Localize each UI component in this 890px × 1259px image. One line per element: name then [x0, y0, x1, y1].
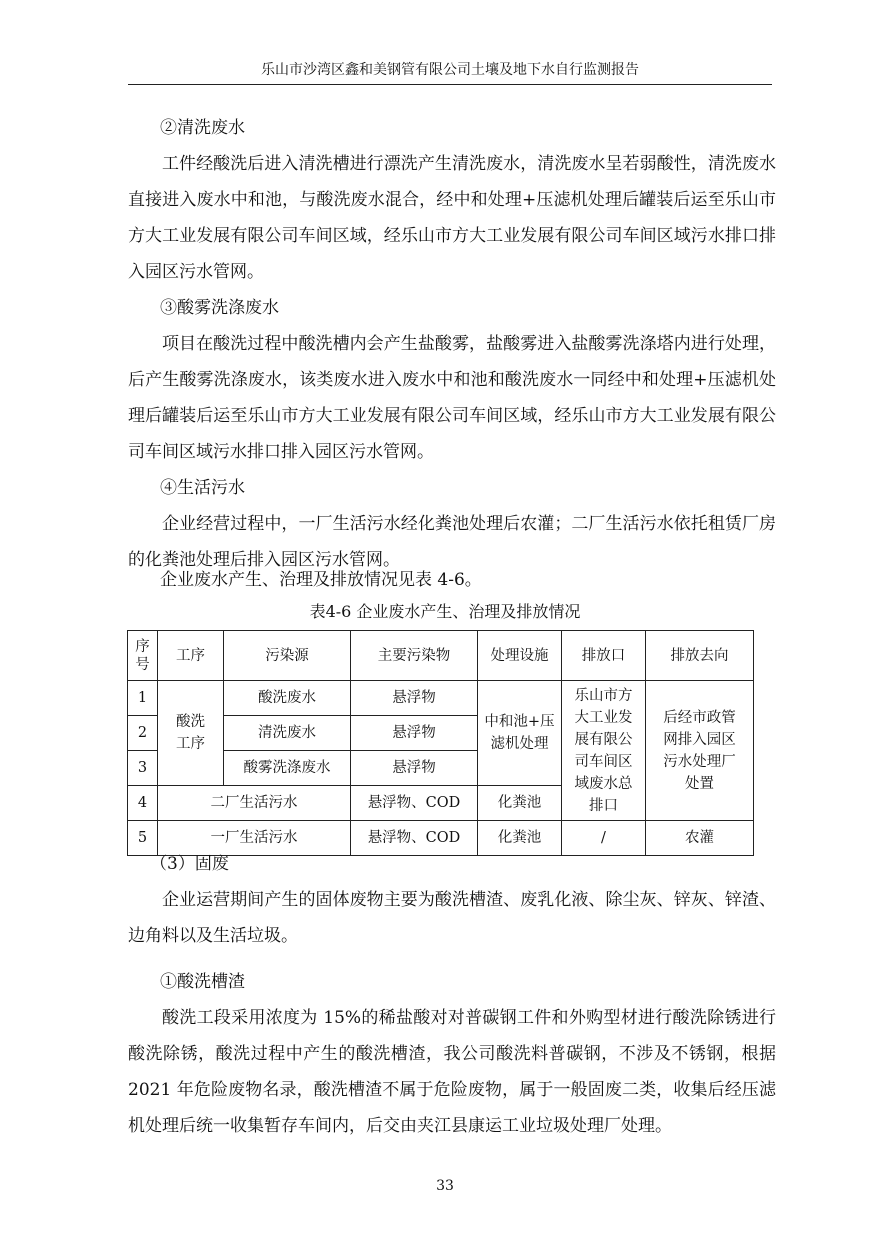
table-header-row — [128, 631, 754, 681]
cell-source: 二厂生活污水 — [158, 786, 351, 821]
cell-no: 5 — [128, 821, 158, 856]
cell-pollutant: 悬浮物 — [351, 716, 478, 751]
section-title-solid-waste: （3）固废 — [150, 854, 229, 874]
header-source: 污染源 — [224, 631, 351, 681]
section-title-wash-water: ②清洗废水 — [160, 118, 245, 138]
cell-no: 1 — [128, 681, 158, 716]
section-title-domestic: ④生活污水 — [160, 478, 245, 498]
table-caption: 表4-6 企业废水产生、治理及排放情况 — [309, 602, 581, 621]
cell-destination-merged: 后经市政管网排入园区污水处理厂处置 — [646, 681, 754, 821]
cell-no: 4 — [128, 786, 158, 821]
cell-destination: 农灌 — [646, 821, 754, 856]
cell-no: 2 — [128, 716, 158, 751]
cell-source: 酸雾洗涤废水 — [224, 751, 351, 786]
wastewater-table — [127, 630, 754, 856]
cell-source: 酸洗废水 — [224, 681, 351, 716]
header-destination: 排放去向 — [646, 631, 754, 681]
paragraph-domestic: 企业经营过程中，一厂生活污水经化粪池处理后农灌；二厂生活污水依托租赁厂房的化粪池处理后排入园区污水管网。 — [128, 514, 776, 570]
table-row — [128, 681, 754, 716]
cell-source: 一厂生活污水 — [158, 821, 351, 856]
paragraph-wash-water: 工件经酸洗后进入清洗槽进行漂洗产生清洗废水，清洗废水呈若弱酸性，清洗废水直接进入废水中和池，与酸洗废水混合，经中和处理+压滤机处理后罐装后运至乐山市方大工业发展有限公司车间区域，经乐山市方大工业发展有限公司车间区域污水排口排入园区污水管网。 — [128, 154, 776, 282]
cell-pollutant: 悬浮物、COD — [351, 786, 478, 821]
header-outlet: 排放口 — [562, 631, 646, 681]
cell-pollutant: 悬浮物、COD — [351, 821, 478, 856]
header-pollutant: 主要污染物 — [351, 631, 478, 681]
running-header: 乐山市沙湾区鑫和美钢管有限公司土壤及地下水自行监测报告 — [128, 58, 772, 85]
cell-pollutant: 悬浮物 — [351, 751, 478, 786]
page-number: 33 — [436, 1178, 454, 1194]
header-facility: 处理设施 — [478, 631, 562, 681]
section-title-pickling-sludge: ①酸洗槽渣 — [160, 972, 245, 992]
paragraph-acid-mist: 项目在酸洗过程中酸洗槽内会产生盐酸雾，盐酸雾进入盐酸雾洗涤塔内进行处理，后产生酸雾洗涤废水，该类废水进入废水中和池和酸洗废水一同经中和处理+压滤机处理后罐装后运至乐山市方大工业发展有限公司车间区域，经乐山市方大工业发展有限公司车间区域污水排口排入园区污水管网。 — [128, 334, 776, 462]
header-no: 序号 — [128, 631, 158, 681]
cell-facility: 化粪池 — [478, 821, 562, 856]
cell-source: 清洗废水 — [224, 716, 351, 751]
cell-facility-merged: 中和池+压滤机处理 — [478, 681, 562, 786]
cell-pollutant: 悬浮物 — [351, 681, 478, 716]
section-title-acid-mist: ③酸雾洗涤废水 — [160, 298, 279, 318]
paragraph-solid-waste: 企业运营期间产生的固体废物主要为酸洗槽渣、废乳化液、除尘灰、锌灰、锌渣、边角料以及生活垃圾。 — [128, 890, 776, 946]
cell-outlet: / — [562, 821, 646, 856]
cell-outlet-merged: 乐山市方大工业发展有限公司车间区域废水总排口 — [562, 681, 646, 821]
table-intro: 企业废水产生、治理及排放情况见表 4-6。 — [160, 570, 482, 590]
paragraph-pickling-sludge: 酸洗工段采用浓度为 15%的稀盐酸对对普碳钢工件和外购型材进行酸洗除锈进行酸洗除锈，酸洗过程中产生的酸洗槽渣，我公司酸洗料普碳钢，不涉及不锈钢，根据 2021 年危险废物名录，酸洗槽渣不属于危险废物，属于一般固废二类，收集后经压滤机处理后统一收集暂存车间内，后交由夹江县康运工业垃圾处理厂处理。 — [128, 1008, 776, 1136]
cell-process-merged: 酸洗工序 — [158, 681, 224, 786]
cell-no: 3 — [128, 751, 158, 786]
cell-facility: 化粪池 — [478, 786, 562, 821]
header-process: 工序 — [158, 631, 224, 681]
